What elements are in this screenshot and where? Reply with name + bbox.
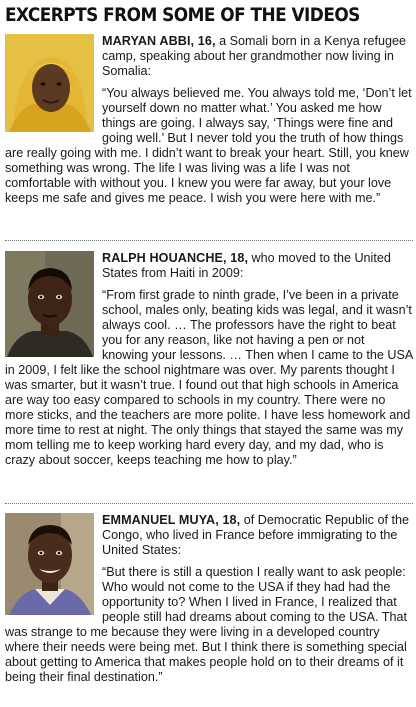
excerpt-entry	[5, 251, 413, 468]
divider-rule	[5, 240, 413, 241]
headline: EXCERPTS FROM SOME OF THE VIDEOS	[5, 4, 360, 26]
speaker-name: EMMANUEL MUYA, 18,	[102, 513, 241, 527]
quote-text: “You always believed me. You always told me, ‘Don’t let yourself down no matter what.’ You asked me how things are going. I always say, ‘Things were fine and going well.’ But I never told you the truth of how things are really going with me. I didn’t want to break your heart. Still, you knew something was wrong. The life I was living was a life I was not comfortable with without you. I knew you were far away, but your love keeps me safe and gives me peace. I wish you were here with me.”	[5, 86, 412, 205]
excerpt-entry	[5, 34, 413, 206]
speaker-name: RALPH HOUANCHE, 18,	[102, 251, 249, 265]
excerpt-entry	[5, 513, 413, 685]
portrait-photo-ralph	[5, 251, 94, 357]
portrait-photo-maryan	[5, 34, 94, 132]
speaker-name: MARYAN ABBI, 16,	[102, 34, 216, 48]
quote-text: “From first grade to ninth grade, I’ve been in a private school, males only, beating kids was legal, and it wasn’t always cool. … The professors have the right to beat you for any reason, like not having a pen or not knowing your lessons. … Then when I came to the USA in 2009, I felt like the school nightmare was over. My parents thought I was smarter, but it wasn’t true. I found out that high schools in America are way too easy compared to schools in my country. There were no more sticks, and the teachers are more polite. I have less homework and more time to rest at night. The only things that stayed the same was my mom telling me to keep working hard every day, and my dad, who is crazy about soccer, keeps teaching me how to play.”	[5, 288, 413, 467]
speaker-intro: a Somali born in a Kenya refugee camp, speaking about her grandmother now living in Somalia:	[102, 34, 407, 78]
speaker-intro: who moved to the United States from Haiti in 2009:	[102, 251, 391, 280]
divider-rule	[5, 503, 413, 504]
portrait-photo-emmanuel	[5, 513, 94, 615]
quote-text: “But there is still a question I really want to ask people: Who would not come to the USA if they had had the opportunity to? When I lived in France, I realized that people still had dreams about coming to the USA. That was strange to me because they were living in a developed country where their needs were being met. But I think there is something special about getting to America that makes people hold on to their dreams of it being their final destination.”	[5, 565, 407, 684]
speaker-intro: of Democratic Republic of the Congo, who lived in France before immigrating to the United States:	[102, 513, 409, 557]
